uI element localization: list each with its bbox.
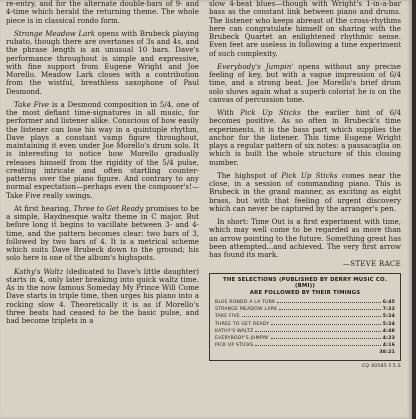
track-row <box>215 321 395 328</box>
track-list <box>215 299 395 349</box>
track-time: 5:24 <box>382 314 395 320</box>
leader-dots <box>279 309 381 310</box>
track-name: TAKE FIVE <box>215 314 240 320</box>
paragraph-text: re-entry, and for the alternate double-bars of 9- and 4-time which herald the returning theme. The whole piece is in classical rondo form. <box>6 0 199 25</box>
song-title: Three to Get Ready <box>73 203 144 213</box>
track-time: 7:22 <box>382 307 395 313</box>
paragraph <box>6 30 199 96</box>
song-title: Strange Meadow Lark <box>14 28 96 38</box>
paragraph <box>209 109 401 167</box>
track-name: EVERYBODY'S JUMPIN' <box>215 335 270 341</box>
track-row <box>215 299 395 306</box>
paragraph-text: At first hearing, <box>14 203 74 213</box>
leader-dots <box>277 302 380 303</box>
track-name: KATHY'S WALTZ <box>215 328 254 334</box>
leader-dots <box>271 338 380 339</box>
paragraph <box>6 0 199 25</box>
total-time: 38:21 <box>379 349 395 355</box>
track-row <box>215 335 395 342</box>
paragraph <box>209 63 401 104</box>
selections-box <box>209 273 401 362</box>
paragraph-text: opens with Brubeck playing rubato, though there are overtones of 3s and 4s, and the phrase length is an unusual 10 bars. Dave's performance throughout is simple and expressive, with fine support from Eugene Wright and Joe Morello. Meadow Lark closes with a contribution from the wistful, breathless saxophone of Paul Desmond. <box>6 28 199 96</box>
paragraph <box>6 205 199 263</box>
song-title: Pick Up Sticks <box>281 170 338 180</box>
track-time: 4:23 <box>382 335 395 341</box>
paragraph-text: is a Desmond composition in 5/4, one of the most defiant time-signatures in all music, for performer and listener alike. Conscious of how easily the listener can lose his way in a quintuple rhythm, Dave plays a constant vamp figure throughout, maintaining it even under Joe Morello's drum solo. It is interesting to notice how Morello gradually releases himself from the rigidity of the 5/4 pulse, creating intricate and often startling counter-patterns over the piano figure. And contrary to any normal expectation—perhaps even the composer's!—Take Five really swings. <box>6 99 199 200</box>
leader-dots <box>242 316 381 317</box>
track-name: THREE TO GET READY <box>215 321 270 327</box>
paragraph-text: promises to be a simple, Haydnesque waltz theme in C major. But before long it begins to vacillate between 3- and 4-time, and the pattern becomes clear: two bars of 3, followed by two bars of 4. It is a metrical scheme which suits Dave Brubeck down to the ground; his solo here is one of the album's highspots. <box>6 203 199 263</box>
paragraph-text: slow 4-beat blues—though with Wright's 1-in-a-bar bass as the constant link between piano and drums. The listener who keeps abreast of the cross-rhythms here can congratulate himself on sharing with the Brubeck Quartet an enlightened rhythmic sense. Even feet are useless in following a time experiment of such complexity. <box>209 0 401 58</box>
track-name: STRANGE MEADOW LARK <box>215 307 278 313</box>
paragraph-text: The highspot of <box>217 170 282 180</box>
paragraph <box>6 101 199 200</box>
track-time: 6:45 <box>382 300 395 306</box>
leader-dots <box>255 345 380 346</box>
song-title: Pick Up Sticks <box>240 108 301 117</box>
selections-title <box>215 277 395 297</box>
track-time: 5:24 <box>382 321 395 327</box>
track-name: PICK UP STICKS <box>215 342 254 348</box>
total-time-row <box>215 349 395 356</box>
track-time: 4:48 <box>382 328 395 334</box>
selections-title-line: THE SELECTIONS (PUBLISHED BY DERRY MUSIC CO. (BMI)) <box>223 276 387 290</box>
paragraph <box>6 268 199 326</box>
track-time: 4:16 <box>382 342 395 348</box>
right-column <box>209 0 401 371</box>
author-signature: — STEVE RACE <box>209 260 401 268</box>
track-name: BLUE RONDO A LA TURK <box>215 300 276 306</box>
song-title: Kathy's Waltz <box>14 266 64 276</box>
song-title: Everybody's Jumpin' <box>217 61 294 71</box>
track-row <box>215 306 395 313</box>
paragraph <box>209 0 401 58</box>
leader-dots <box>255 331 380 332</box>
leader-dots <box>271 324 381 325</box>
track-row <box>215 328 395 335</box>
paragraph <box>209 218 401 259</box>
selections-title-line: ARE FOLLOWED BY THEIR TIMINGS <box>249 289 361 296</box>
left-column <box>6 0 199 325</box>
song-title: Take Five <box>14 99 50 109</box>
track-row <box>215 342 395 349</box>
paragraph-text: In short: Time Out is a first experiment with time, which may well come to be regarded as more than an arrow pointing to the future. Something great has been attempted...and achieved. The very first arrow has found its mark. <box>209 217 401 259</box>
paragraph-text: With <box>217 108 241 117</box>
paragraph-text: comes near the close, in a session of commanding piano. This is Brubeck in the grand manner, as exciting as eight brass, but with that feeling of urgent discovery which can never be captured by the arranger's pen. <box>209 170 402 213</box>
track-row <box>215 313 395 320</box>
paragraph-text: the earlier hint of 6/4 becomes positive. As so often in Brubeck's time experiments, it is the bass part which supplies the anchor for the listener. This time Eugene Wright plays a regular pattern of six notes: a passacaglia on which is built the whole structure of this closing number. <box>209 108 401 167</box>
catalog-number: CQ 40585 F.5.S <box>361 364 401 370</box>
paragraph-text: (dedicated to Dave's little daughter) starts in 4, only later breaking into quick waltz time. As in the now famous Someday My Prince Will Come Dave starts in triple time, then urges his piano into a rocking slow 4. Theoretically it is as if Morello's three beats had ceased to be the basic pulse, and had become triplets in a <box>6 266 199 325</box>
paragraph-text: opens without any precise feeling of key, but with a vague impression of 6/4 time, and a strong beat. Joe Morello's brief drum solo shows again what a superb colorist he is on the canvas of percussion tone. <box>209 61 401 104</box>
paragraph <box>209 172 401 213</box>
